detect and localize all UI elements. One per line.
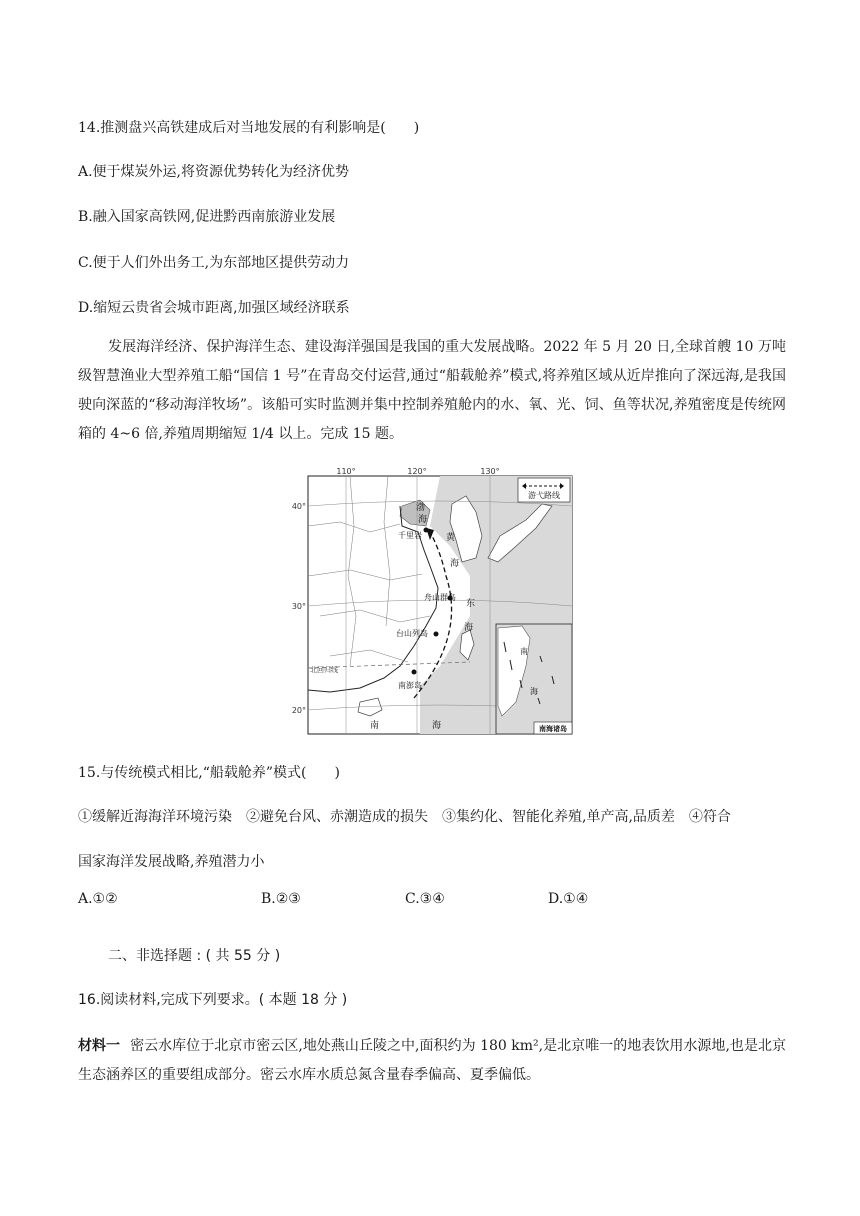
question-14-stem: 14.推测盘兴高铁建成后对当地发展的有利影响是( ) bbox=[78, 120, 420, 136]
legend-label: 游弋路线 bbox=[528, 491, 560, 500]
sea-label-dong: 东 bbox=[466, 599, 476, 609]
sea-label-nan-hai: 海 bbox=[432, 721, 442, 731]
passage-15-text: 发展海洋经济、保护海洋生态、建设海洋强国是我国的重大发展战略。2022 年 5 月 20 日,全球首艘 10 万吨级智慧渔业大型养殖工船“国信 1 号”在青岛交付运营,通过“船载舱养”模式,将养殖区域从近岸推向了深远海,是我国驶向深蓝的“移动海洋牧场”。该船可实时监测并集中控制养殖舱内的水、氧、光、饲、鱼等状况,养殖密度是传统网箱的 4~6 倍,养殖周期缩短 1/4 以上。完成 15 题。 bbox=[78, 339, 786, 442]
map-figure bbox=[290, 466, 574, 736]
sea-label-huang: 黄 bbox=[446, 533, 456, 543]
sea-label-dong-hai: 海 bbox=[464, 623, 474, 633]
inset-label-nan: 南 bbox=[520, 647, 528, 656]
question-15-stem: 15.与传统模式相比,“船载舱养”模式( ) bbox=[78, 765, 340, 781]
material-1 bbox=[78, 1032, 786, 1090]
label-tropic: 北回归线 bbox=[310, 666, 338, 674]
lon-label-120: 120° bbox=[407, 467, 427, 476]
material-1-text: 密云水库位于北京市密云区,地处燕山丘陵之中,面积约为 180 km²,是北京唯一的地表饮用水源地,也是北京生态涵养区的重要组成部分。密云水库水质总氮含量春季偏高、夏季偏低。 bbox=[78, 1038, 786, 1083]
sea-label-bo: 渤 bbox=[416, 503, 426, 513]
question-16-stem: 16.阅读材料,完成下列要求。( 本题 18 分 ) bbox=[78, 992, 348, 1008]
q14-option-c: C.便于人们外出务工,为东部地区提供劳动力 bbox=[78, 255, 350, 271]
inset-title: 南海诸岛 bbox=[539, 725, 567, 733]
q15-option-a: A.①② bbox=[78, 891, 118, 907]
lat-label-30: 30° bbox=[291, 602, 306, 611]
q14-option-b: B.融入国家高铁网,促进黔西南旅游业发展 bbox=[78, 209, 336, 225]
q15-option-b: B.②③ bbox=[261, 891, 301, 907]
passage-15 bbox=[78, 333, 786, 449]
lat-label-40: 40° bbox=[291, 502, 306, 511]
section-2-heading: 二、非选择题 : ( 共 55 分 ) bbox=[108, 948, 281, 964]
q15-statements-line-1: ①缓解近海海洋环境污染 ②避免台风、赤潮造成的损失 ③集约化、智能化养殖,单产高,品质差 ④符合 bbox=[78, 809, 731, 825]
lon-label-130: 130° bbox=[480, 467, 500, 476]
sea-label-nan: 南 bbox=[370, 721, 380, 731]
lon-label-110: 110° bbox=[336, 467, 356, 476]
lat-label-20: 20° bbox=[291, 706, 306, 715]
place-nanpeng: 南澎岛 bbox=[398, 681, 422, 690]
q15-option-c: C.③④ bbox=[405, 891, 445, 907]
q15-statements-line-2: 国家海洋发展战略,养殖潜力小 bbox=[78, 854, 265, 870]
q14-option-a: A.便于煤炭外运,将资源优势转化为经济优势 bbox=[78, 164, 350, 180]
sea-label-huang-hai: 海 bbox=[450, 559, 460, 569]
inset-label-hai: 海 bbox=[530, 687, 538, 696]
place-qianliyan: 千里岩 bbox=[398, 531, 422, 540]
material-1-label: 材料一 bbox=[78, 1038, 121, 1054]
q14-option-d: D.缩短云贵省会城市距离,加强区域经济联系 bbox=[78, 300, 350, 316]
q15-option-d: D.①④ bbox=[548, 891, 589, 907]
sea-label-bo-hai: 海 bbox=[418, 515, 428, 525]
place-taishan: 台山列岛 bbox=[396, 629, 428, 638]
place-zhoushan: 舟山群岛 bbox=[424, 593, 456, 602]
